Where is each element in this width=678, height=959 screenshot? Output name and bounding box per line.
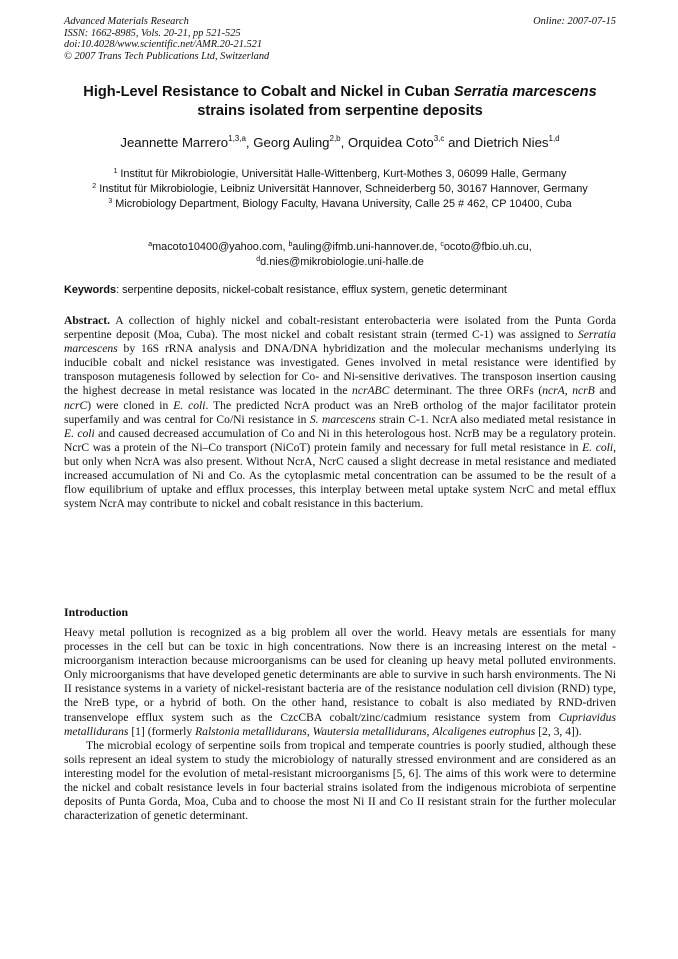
italic-text: Wautersia metallidurans bbox=[312, 724, 427, 738]
text-run: [2, 3, 4]). bbox=[535, 724, 582, 738]
italic-text: ncrC bbox=[64, 398, 88, 412]
author: Georg Auling$^{2,b}$ bbox=[253, 134, 341, 150]
italic-text: Serratia marcescens bbox=[64, 328, 616, 356]
text-run: by 16S rRNA analysis and DNA/DNA hybridization and the molecular mechanisms underlying its inducible cobalt and nickel resistance was investigated. Genes involved in metal resistance were identified by transposon mutagenesis followed by selection for Co- and Ni-sensitive derivatives. The transposon insertion causing the highest decrease in metal resistance was located in the bbox=[64, 342, 616, 398]
keywords-text: : serpentine deposits, nickel-cobalt resistance, efflux system, genetic determinant bbox=[116, 284, 507, 296]
italic-text: S. marcescens bbox=[309, 412, 376, 426]
keywords bbox=[64, 283, 624, 298]
affiliation: $^2$ Institut für Mikrobiologie, Leibniz Universität Hannover, Schneiderberg 50, 30167 Hannover, Germany bbox=[92, 183, 588, 195]
italic-text: Ralstonia metallidurans bbox=[195, 724, 307, 738]
text-run: , bbox=[306, 724, 313, 738]
text-run: , bbox=[564, 384, 573, 398]
doi-line: doi:10.4028/www.scientific.net/AMR.20-21.521 bbox=[64, 39, 263, 51]
text-run: strain C-1. NcrA also mediated metal resistance in bbox=[375, 412, 616, 426]
journal-header bbox=[64, 16, 616, 62]
text-run: ) were cloned in bbox=[87, 398, 174, 412]
italic-text: E. coli bbox=[64, 426, 95, 440]
abstract-body bbox=[64, 314, 616, 510]
email-list: $^a$macoto10400@yahoo.com, $^b$auling@ifmb.uni-hannover.de, $^c$ocoto@fbio.uh.cu, $^d$d.nies@mikrobiologie.uni-halle.de bbox=[148, 241, 532, 268]
text-run: , bbox=[426, 724, 433, 738]
affiliation: $^3$ Microbiology Department, Biology Faculty, Havana University, Calle 25 # 462, CP 10400, Cuba bbox=[108, 198, 572, 210]
journal-name: Advanced Materials Research bbox=[64, 16, 189, 27]
text-run: determinant. The three ORFs ( bbox=[389, 384, 543, 398]
italic-text: ncrA bbox=[542, 384, 565, 398]
email: $^c$ocoto@fbio.uh.cu bbox=[440, 241, 529, 253]
italic-text: E. coli bbox=[173, 398, 206, 412]
email: $^b$auling@ifmb.uni-hannover.de bbox=[288, 241, 435, 253]
email: $^a$macoto10400@yahoo.com bbox=[148, 241, 283, 253]
text-run: and caused decreased accumulation of Co and Ni in this heterologous host. NcrB may be a regulatory protein. NcrC was a protein of the Ni–Co transport (NiCoT) protein family and necessary for full metal resistance in bbox=[64, 426, 616, 454]
italic-text: Alcaligenes eutrophus bbox=[432, 724, 536, 738]
text-run: [1] (formerly bbox=[128, 724, 196, 738]
text-run: The microbial ecology of serpentine soils from tropical and temperate countries is poorly studied, although these soils represent an ideal system to study the microbiology of naturally stressed environment and are considered as an interesting model for the evolution of metal-resistant microorganisms [5, 6]. The aims of this work were to determine the nickel and cobalt resistance levels in four bacterial strains isolated from the indigenous microbiota of serpentine deposits of Punta Gorda, Moa, Cuba and to choose the most Ni II and Co II resistant strain for the further molecular characterization of genetic determinant. bbox=[64, 738, 616, 823]
italic-text: E. coli bbox=[582, 440, 614, 454]
email: $^d$d.nies@mikrobiologie.uni-halle.de bbox=[256, 256, 424, 268]
author: Jeannette Marrero$^{1,3,a}$ bbox=[120, 134, 246, 150]
italic-text: ncrABC bbox=[352, 384, 390, 398]
affiliation-list bbox=[64, 167, 616, 212]
text-run: A collection of highly nickel and cobalt-resistant enterobacteria were isolated from the Punta Gorda serpentine deposit (Moa, Cuba). The most nickel and cobalt resistant strain (termed C-1) was assigned to bbox=[64, 314, 616, 342]
text-run: , but only when NcrA was also present. Without NcrA, NcrC caused a slight decrease in metal resistance and mediated increased accumulation of Ni and Co. As the cytoplasmic metal concentration can be assumed to be the result of a flow equilibrium of uptake and efflux processes, this interplay between metal uptake system NcrC and metal efflux system NcrA may contribute to nickel and cobalt resistance in this bacterium. bbox=[64, 440, 617, 511]
keywords-label: Keywords bbox=[64, 284, 117, 296]
italic-text: Cupriavidus metallidurans bbox=[64, 710, 616, 738]
italic-text: ncrB bbox=[572, 384, 595, 398]
text-run: Heavy metal pollution is recognized as a big problem all over the world. Heavy metals are essentials for many processes in the cell but can be toxic in high concentrations. Now there is an increasing interest on the metal - microorganism interaction because microorganisms can be used for cleaning up heavy metal polluted environments. Only microorganisms that have developed genetic determinants are able to survive in such harsh environments. The Ni II resistance systems in a variety of nickel-resistant bacteria are of the resistance nodulation cell division (RND) type, the NreB type, or a hybrid of both. On the other hand, resistance to cobalt is also mediated by RND-driven transenvelope efflux system such as the CzcCBA cobalt/zinc/cadmium resistance system from bbox=[64, 626, 616, 724]
copyright-line: © 2007 Trans Tech Publications Ltd, Switzerland bbox=[64, 50, 270, 62]
abstract bbox=[64, 314, 616, 511]
author: Dietrich Nies$^{1,d}$ bbox=[473, 134, 560, 150]
abstract-label: Abstract. bbox=[64, 314, 111, 327]
affiliation: $^1$ Institut für Mikrobiologie, Universität Halle-Wittenberg, Kurt-Mothes 3, 06099 Halle, Germany bbox=[113, 168, 567, 180]
paragraph bbox=[64, 739, 616, 824]
paragraph bbox=[64, 626, 616, 739]
introduction-heading: Introduction bbox=[64, 605, 129, 619]
author-list: Jeannette Marrero$^{1,3,a}$, Georg Auling$^{2,b}$, Orquidea Coto$^{3,c}$ and Dietrich Nies$^{1,d}$ bbox=[120, 134, 560, 150]
online-date: Online: 2007-07-15 bbox=[533, 16, 616, 27]
text-run: . The predicted NcrA product was an NreB ortholog of the major facilitator protein superfamily and was central for Co/Ni resistance in bbox=[64, 398, 616, 426]
issn-line: ISSN: 1662-8985, Vols. 20-21, pp 521-525 bbox=[64, 27, 241, 39]
author: Orquidea Coto$^{3,c}$ bbox=[347, 134, 445, 150]
introduction-body bbox=[64, 626, 616, 823]
text-run: and bbox=[594, 384, 617, 398]
paper-title: High-Level Resistance to Cobalt and Nickel in Cuban Serratia marcescens strains isolated from serpentine deposits bbox=[83, 84, 597, 119]
